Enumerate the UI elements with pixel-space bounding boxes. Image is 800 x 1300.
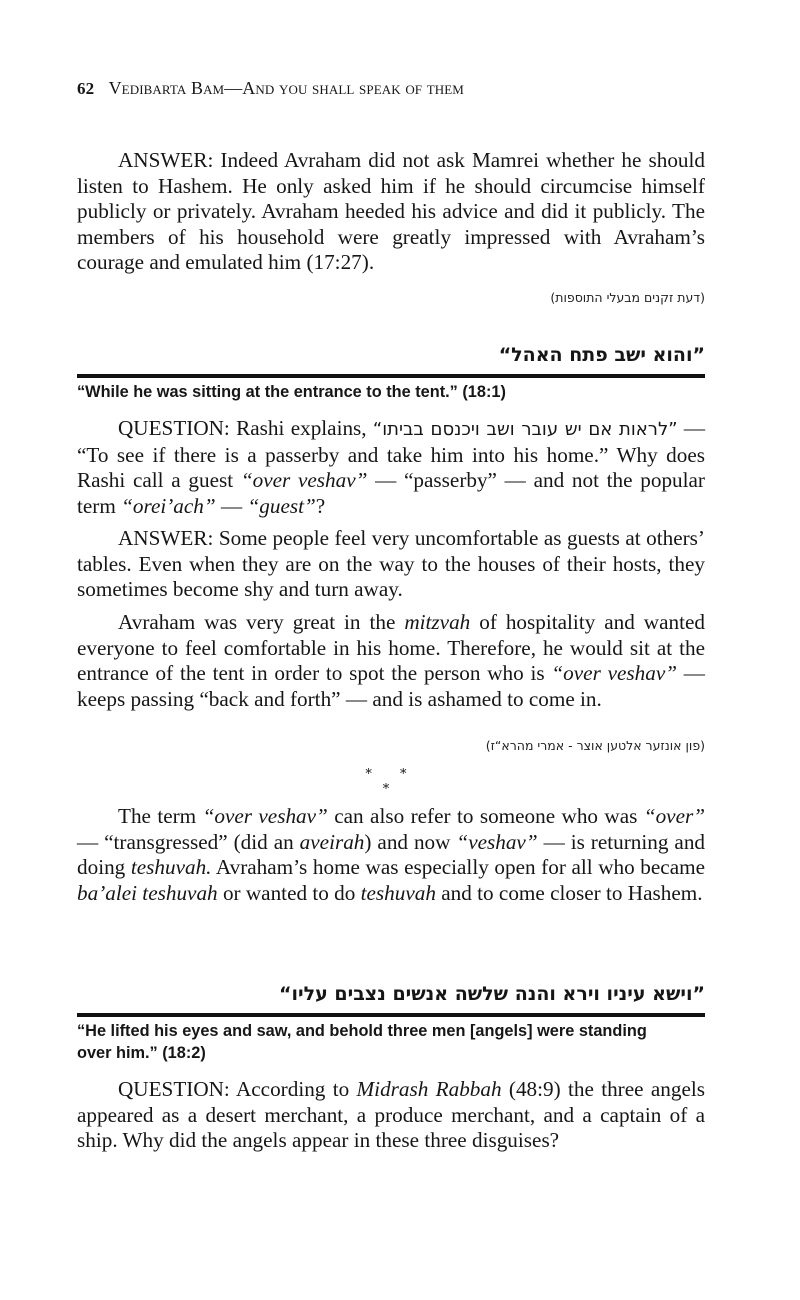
hebrew-verse-heading-1: ”והוא ישב פתח האהל“ xyxy=(498,344,705,366)
hebrew-verse-heading-2: ”וישא עיניו וירא והנה שלשה אנשים נצבים עליו“ xyxy=(279,983,705,1005)
text-run: — “transgressed” (did an xyxy=(77,829,300,854)
answer-label: ANSWER: xyxy=(118,148,214,172)
text-run: ) and now xyxy=(364,829,457,854)
text-run: ? xyxy=(315,493,326,518)
italic-term: “orei’ach” xyxy=(121,493,216,518)
italic-term: mitzvah xyxy=(404,610,471,634)
english-verse-heading-1: “While he was sitting at the entrance to the tent.” (18:1) xyxy=(77,382,506,401)
text-run: — is returning and doing xyxy=(77,829,706,879)
text-run: According to xyxy=(229,1077,357,1101)
italic-term: “over veshav” xyxy=(202,804,328,828)
question-label: QUESTION: xyxy=(118,1077,230,1101)
italic-term: “guest” xyxy=(247,493,316,518)
book-page xyxy=(77,0,705,1300)
italic-term: teshuvah. xyxy=(130,855,212,879)
text-run: of hospitality and wanted everyone to feel comfortable in his home. Therefore, he would sit at the entrance of the tent in order to spot the person who is xyxy=(77,610,705,685)
page-number: 62 xyxy=(77,79,95,98)
italic-term: ba’alei teshuvah xyxy=(77,880,218,905)
italic-term: aveirah xyxy=(299,829,365,854)
italic-term: “over veshav” xyxy=(240,468,368,492)
section-separator: * * * xyxy=(365,767,419,797)
italic-term: “over” xyxy=(643,804,705,828)
answer-text: Indeed Avraham did not ask Mamrei whether he should listen to Hashem. He only asked him if he should circumcise himself publicly or privately. Avraham heeded his advice and did it publicly. The members of his household were greatly impressed with Avraham’s courage and emulated him (17:27). xyxy=(77,148,705,274)
english-verse-heading-2: “He lifted his eyes and saw, and behold three men [angels] were standing over him.” (18:2) xyxy=(77,1021,647,1062)
text-run: Rashi explains, xyxy=(229,416,373,440)
source-citation-1: (דעת זקנים מבעלי התוספות) xyxy=(550,290,705,305)
answer-paragraph-1 xyxy=(77,148,705,276)
italic-term: Midrash Rabbah xyxy=(356,1077,502,1101)
running-head xyxy=(77,78,464,99)
answer-label: ANSWER: xyxy=(118,526,214,550)
running-head-title: Vedibarta Bam—And you shall speak of them xyxy=(108,78,464,98)
italic-term: “veshav” xyxy=(456,829,538,854)
heading-rule-1 xyxy=(77,374,705,378)
text-run: — “To see if there is a passerby and take him into his home.” Why does Rashi call a guest xyxy=(77,416,706,492)
text-run: (48:9) the three angels appeared as a desert merchant, a produce merchant, and a captain of a ship. Why did the angels appear in these three disguises? xyxy=(77,1077,705,1152)
source-citation-2: (פון אונזער אלטען אוצר - אמרי מהרא“ז) xyxy=(485,738,705,753)
hebrew-quote: ”לראות אם יש עובר ושב ויכנסם בביתו“ xyxy=(372,419,678,440)
italic-term: “over veshav” xyxy=(551,661,678,685)
paragraph-hospitality xyxy=(77,610,705,712)
text-run: and to come closer to Hashem. xyxy=(435,880,703,905)
paragraph-over-veshav xyxy=(77,804,705,906)
text-run: Avraham was very great in the xyxy=(118,610,405,634)
text-run: — keeps passing “back and forth” — and is ashamed to come in. xyxy=(77,661,705,711)
text-run: or wanted to do xyxy=(217,880,361,905)
text-run: The term xyxy=(118,804,203,828)
italic-term: teshuvah xyxy=(360,880,436,905)
text-run: — xyxy=(215,493,248,518)
question-label: QUESTION: xyxy=(118,416,230,440)
heading-rule-2 xyxy=(77,1013,705,1017)
text-run: Avraham’s home was especially open for all who became xyxy=(211,855,705,879)
question-paragraph-1 xyxy=(77,416,705,519)
text-run: can also refer to someone who was xyxy=(327,804,644,828)
answer-paragraph-2 xyxy=(77,526,705,603)
answer-text: Some people feel very uncomfortable as guests at others’ tables. Even when they are on the way to the houses of their hosts, they sometimes become shy and turn away. xyxy=(77,526,705,601)
question-paragraph-2 xyxy=(77,1077,705,1154)
text-run: — “passerby” — and not the popular term xyxy=(77,468,705,518)
